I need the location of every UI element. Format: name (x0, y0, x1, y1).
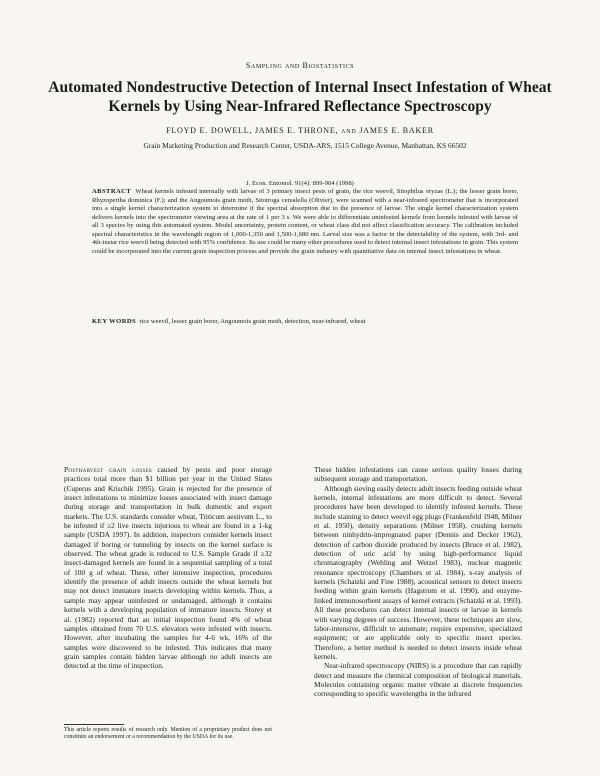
footnote: This article reports results of research only. Mention of a proprietary product does not constitute an endorsement or a recommendation by the USDA for its use. (64, 727, 272, 741)
abstract (92, 188, 518, 256)
paper-title: Automated Nondestructive Detection of Internal Insect Infestation of Wheat Kernels by Using Near-Infrared Reflectance Spectroscopy (48, 79, 552, 115)
keywords-text: rice weevil, lesser grain borer, Angoumois grain moth, detection, near-infrared, wheat (139, 318, 366, 325)
body-column-right (314, 465, 522, 699)
keywords-label: KEY WORDS (92, 318, 137, 325)
abstract-label: ABSTRACT (92, 188, 132, 195)
paragraph-text: caused by pests and poor storage practices total more than $1 billion per year in the United States (Cuperus and Krischik 1995). Grain is rejected for the presence of insect infestations to minimize losses associated with insect damage during storage and transportation in bulk domestic and export markets. The U.S. standards consider wheat, Triticum aestivum L., to be infested if ≥2 live insects injurious to wheat are found in a 1-kg sample (USDA 1997). In addition, inspectors consider kernels insect damaged if boring or tunneling by insects on the kernel surface is observed. The wheat grade is reduced to U.S. Sample Grade if ≥32 insect-damaged kernels are found in a sequential sampling of a total of 100 g of wheat. These, other intensive inspection, procedures identify the presence of adult insects outside the wheat kernels but may not detect immature insects developing within kernels. Thus, a sample may appear uninfested or undamaged, although it contains kernels with a developing population of immature insects. Storey et al. (1982) reported that an initial inspection found 4% of wheat samples obtained from 70 U.S. elevators were infested with insects. However, after incubating the samples for 4-6 wk, 16% of the samples were discovered to be infested. This indicates that many grain samples contain hidden larvae although no adult insects are detected at the time of inspection. (64, 465, 272, 671)
abstract-text: Wheat kernels infested internally with larvae of 3 primary insect pests of grain, the rice weevil, Sitophilus oryzae (L.); the lesser grain borer, Rhyzopertha dominica (F.); and the Angoumois grain moth, Sitotroga cerealella (Olivier), were scanned with a near-infrared spectrometer that is incorporated into a single kernel characterization system to determine if the spectral absorption due to the presence of larvae. The single kernel characterization system delivers kernels into the spectrometer viewing area at the rate of 1 per 3 s. We were able to differentiate uninfested kernels from kernels infested with larvae of all 3 species by using this automated system. Model uncertainty, protein content, or wheat class did not affect classification accuracy. The calibration included spectral characteristics in the wavelength region of 1,000-1,350 and 1,500-1,680 nm. Larval size was a factor in the detectability of the system, with 3rd- and 4th-instar rice weevil being detected with 95% confidence. Its use could be many other procedures used to detect internal insect infestations in grain. This system could be incorporated into the current grain inspection process and provide the grain industry with quantitative data on internal insect infestations in wheat. (92, 188, 518, 255)
paragraph: Near-infrared spectroscopy (NIRS) is a procedure that can rapidly detect and measure the chemical composition of biological materials. Molecules containing organic matter vibrate at discrete frequencies corresponding to specific wavelengths in the infrared (314, 661, 522, 699)
paragraph (64, 465, 272, 671)
paragraph: These hidden infestations can cause serious quality losses during subsequent storage and transportation. (314, 465, 522, 484)
section-heading: Sampling and Biostatistics (245, 61, 355, 70)
journal-reference: J. Econ. Entomol. 91(4): 899-904 (1998) (246, 180, 354, 187)
keywords (92, 318, 518, 327)
author-list: FLOYD E. DOWELL, JAMES E. THRONE, and JAMES E. BAKER (166, 126, 434, 135)
affiliation: Grain Marketing Production and Research Center, USDA-ARS, 1515 College Avenue, Manhattan, KS 66502 (143, 141, 467, 150)
body-column-left (64, 465, 272, 671)
footnote-rule (64, 724, 124, 725)
paragraph: Although sieving easily detects adult insects feeding outside wheat kernels, internal infestations are more difficult to detect. Several procedures have been developed to identify infested kernels. These include staining to detect weevil egg plugs (Frankenfeld 1948, Milner et al. 1950), density separations (Milner 1958), crushing kernels between ninhydrin-impregnated paper (Dennis and Decker 1962), detection of carbon dioxide produced by insects (Bruce et al. 1982), detection of uric acid by using high-performance liquid chromatography (Wehling and Wetzel 1983), nuclear magnetic resonance spectroscopy (Chambers et al. 1984), x-ray analysis of kernels (Schatzki and Fine 1988), acoustical sensors to detect insects feeding within grain kernels (Hagstrum et al. 1990), and enzyme-linked immunosorbent assays of kernel extracts (Schatzki et al. 1993). All these procedures can detect internal insects or larvae in kernels with varying degrees of success. However, these techniques are slow, labor-intensive, difficult to automate; require expensive, specialized equipment; or are applicable only to specific insect species. Therefore, a better method is needed to detect insects inside wheat kernels. (314, 483, 522, 661)
lead-in: Postharvest grain losses (64, 465, 153, 474)
